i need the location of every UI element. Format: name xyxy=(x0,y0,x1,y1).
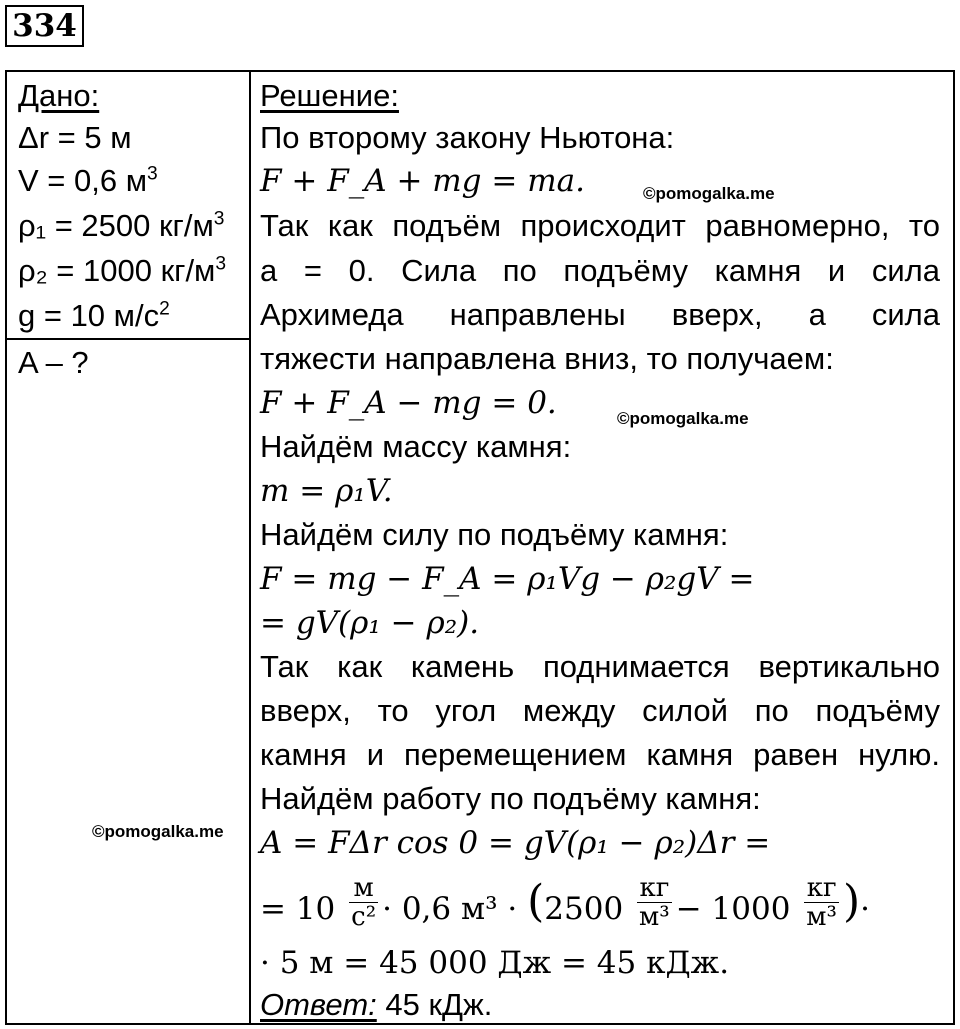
equation-newton: F + F_A + mg = ma. xyxy=(260,163,585,199)
equation-result: · 5 м = 45 000 Дж = 45 кДж. xyxy=(260,945,730,981)
solution-line-9: вверх, то угол между силой по подъёму xyxy=(260,693,940,728)
answer-value: 45 кДж. xyxy=(376,987,493,1022)
given-volume: V = 0,6 $м^3$ xyxy=(18,163,158,198)
solution-line-10: камня и перемещением камня равен нулю. xyxy=(260,737,940,772)
solution-line-8: Так как камень поднимается вертикально xyxy=(260,649,940,684)
task-number: 334 xyxy=(5,5,84,47)
solution-heading: Решение: xyxy=(260,78,399,113)
equation-force-simplified: = gV(ρ₁ − ρ₂). xyxy=(260,605,480,641)
find-quantity: A – ? xyxy=(18,345,89,380)
watermark: ©pomogalka.me xyxy=(643,184,775,203)
fraction-kg-per-m3-b: $\frac{кг}{\text{м³}}$ xyxy=(806,873,837,932)
given-rho2: ρ₂ = 1000 $кг/м^3$ xyxy=(18,253,227,288)
equation-mass: m = ρ₁V. xyxy=(260,473,393,509)
column-divider xyxy=(249,70,251,1025)
solution-line-5: тяжести направлена вниз, то получаем: xyxy=(260,341,834,376)
answer-label: Ответ: xyxy=(260,987,377,1022)
fraction-m-per-s2: $\frac{м}{\text{с²}}$ xyxy=(351,873,377,932)
solution-line-7: Найдём силу по подъёму камня: xyxy=(260,517,729,552)
solution-line-1: По второму закону Ньютона: xyxy=(260,120,675,155)
solution-line-11: Найдём работу по подъёму камня: xyxy=(260,781,761,816)
given-rho1: ρ₁ = 2500 $кг/м^3$ xyxy=(18,208,225,243)
solution-line-3: a = 0. Сила по подъёму камня и сила xyxy=(260,253,940,288)
watermark: ©pomogalka.me xyxy=(617,409,749,428)
given-heading: Дано: xyxy=(18,78,100,113)
fraction-kg-per-m3-a: $\frac{кг}{\text{м³}}$ xyxy=(639,873,670,932)
equation-balance: F + F_A − mg = 0. xyxy=(260,385,557,421)
given-delta-r: Δr = 5 м xyxy=(18,120,132,155)
solution-line-2: Так как подъём происходит равномерно, то xyxy=(260,208,940,243)
watermark: ©pomogalka.me xyxy=(92,822,224,841)
equation-work: A = FΔr cos 0 = gV(ρ₁ − ρ₂)Δr = xyxy=(260,825,771,861)
given-divider xyxy=(5,338,251,340)
equation-force: F = mg − F_A = ρ₁Vg − ρ₂gV = xyxy=(260,561,755,597)
solution-line-6: Найдём массу камня: xyxy=(260,429,572,464)
answer xyxy=(260,984,492,1026)
given-g: g = 10 $м/с^2$ xyxy=(18,298,170,333)
solution-line-4: Архимеда направлены вверх, а сила xyxy=(260,297,940,332)
equation-work-numeric: = 10 $\frac{м}{\text{с²}}$ · 0,6 м³ · (2500 $\frac{кг}{\text{м³}}$ − 1000 $\frac{кг}{\text{м³}}$ )· xyxy=(260,873,870,932)
